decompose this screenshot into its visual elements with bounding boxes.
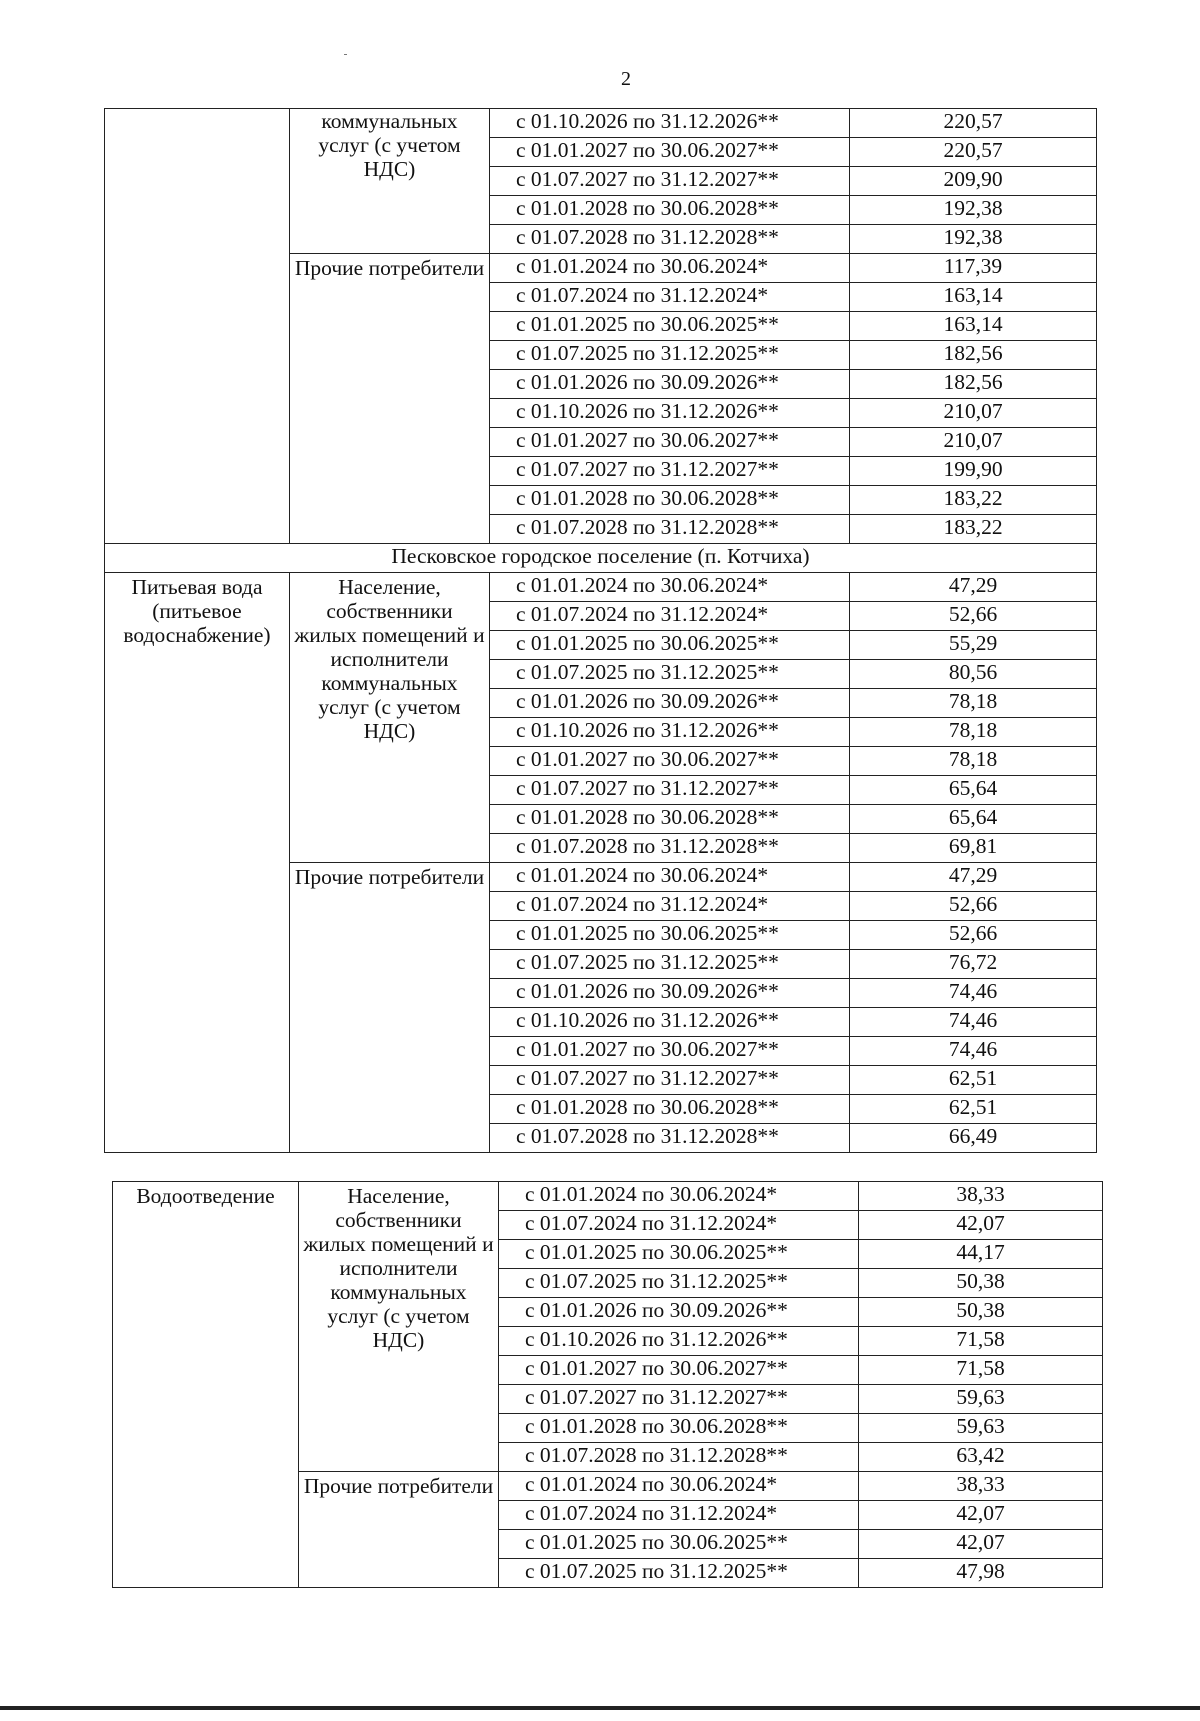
tariff-period-cell: с 01.10.2026 по 31.12.2026**: [490, 399, 850, 428]
tariff-table-body: [113, 1182, 1103, 1588]
tariff-period-cell: с 01.07.2028 по 31.12.2028**: [490, 834, 850, 863]
tariff-period-cell: с 01.01.2025 по 30.06.2025**: [490, 631, 850, 660]
consumer-group-cell: Население, собственники жилых помещений и исполнители коммунальных услуг (с учетом НДС): [290, 573, 490, 863]
tariff-value-cell: 47,98: [859, 1559, 1103, 1588]
tariff-period-cell: с 01.07.2025 по 31.12.2025**: [499, 1559, 859, 1588]
consumer-group-cell: Прочие потребители: [299, 1472, 499, 1588]
tariff-value-cell: 59,63: [859, 1385, 1103, 1414]
tariff-period-cell: с 01.01.2026 по 30.09.2026**: [499, 1298, 859, 1327]
tariff-period-cell: с 01.01.2028 по 30.06.2028**: [490, 1095, 850, 1124]
tariff-value-cell: 210,07: [850, 428, 1097, 457]
settlement-row: [105, 544, 1097, 573]
tariff-value-cell: 44,17: [859, 1240, 1103, 1269]
tariff-value-cell: 74,46: [850, 1037, 1097, 1066]
tariff-period-cell: с 01.10.2026 по 31.12.2026**: [490, 1008, 850, 1037]
tariff-period-cell: с 01.01.2028 по 30.06.2028**: [499, 1414, 859, 1443]
tariff-value-cell: 210,07: [850, 399, 1097, 428]
tariff-period-cell: с 01.07.2027 по 31.12.2027**: [490, 457, 850, 486]
consumer-group-cell: Население, собственники жилых помещений и исполнители коммунальных услуг (с учетом НДС): [299, 1182, 499, 1472]
tariff-value-cell: 65,64: [850, 805, 1097, 834]
tariff-period-cell: с 01.01.2027 по 30.06.2027**: [490, 1037, 850, 1066]
tariff-value-cell: 42,07: [859, 1501, 1103, 1530]
tariff-period-cell: с 01.01.2025 по 30.06.2025**: [499, 1240, 859, 1269]
tariff-value-cell: 192,38: [850, 225, 1097, 254]
tariff-period-cell: с 01.07.2027 по 31.12.2027**: [499, 1385, 859, 1414]
tariff-value-cell: 55,29: [850, 631, 1097, 660]
tariff-period-cell: с 01.07.2025 по 31.12.2025**: [490, 950, 850, 979]
tariff-value-cell: 209,90: [850, 167, 1097, 196]
tariff-period-cell: с 01.01.2024 по 30.06.2024*: [499, 1472, 859, 1501]
tariff-value-cell: 163,14: [850, 312, 1097, 341]
tariff-period-cell: с 01.07.2027 по 31.12.2027**: [490, 167, 850, 196]
tariff-period-cell: с 01.10.2026 по 31.12.2026**: [490, 109, 850, 138]
tariff-period-cell: с 01.10.2026 по 31.12.2026**: [490, 718, 850, 747]
tariff-value-cell: 183,22: [850, 486, 1097, 515]
table-row: [105, 573, 1097, 602]
tariff-value-cell: 199,90: [850, 457, 1097, 486]
tariff-value-cell: 47,29: [850, 573, 1097, 602]
tariff-value-cell: 76,72: [850, 950, 1097, 979]
tariff-value-cell: 183,22: [850, 515, 1097, 544]
tariff-period-cell: с 01.01.2026 по 30.09.2026**: [490, 979, 850, 1008]
tariff-value-cell: 220,57: [850, 109, 1097, 138]
tariff-value-cell: 52,66: [850, 921, 1097, 950]
tariff-period-cell: с 01.07.2024 по 31.12.2024*: [490, 602, 850, 631]
tariff-period-cell: с 01.07.2024 по 31.12.2024*: [499, 1501, 859, 1530]
tariff-period-cell: с 01.07.2028 по 31.12.2028**: [499, 1443, 859, 1472]
tariff-period-cell: с 01.01.2026 по 30.09.2026**: [490, 689, 850, 718]
tariff-value-cell: 80,56: [850, 660, 1097, 689]
tariff-value-cell: 71,58: [859, 1356, 1103, 1385]
tariff-value-cell: 78,18: [850, 718, 1097, 747]
tariff-table-body: [105, 109, 1097, 1153]
tariff-value-cell: 182,56: [850, 370, 1097, 399]
tariff-period-cell: с 01.01.2028 по 30.06.2028**: [490, 486, 850, 515]
tariff-table-part-1: [104, 108, 1097, 1153]
tariff-value-cell: 59,63: [859, 1414, 1103, 1443]
tariff-value-cell: 78,18: [850, 747, 1097, 776]
tariff-period-cell: с 01.07.2025 по 31.12.2025**: [490, 341, 850, 370]
tariff-value-cell: 192,38: [850, 196, 1097, 225]
tariff-period-cell: с 01.01.2024 по 30.06.2024*: [490, 863, 850, 892]
tariff-period-cell: с 01.07.2027 по 31.12.2027**: [490, 776, 850, 805]
tariff-value-cell: 74,46: [850, 1008, 1097, 1037]
tariff-value-cell: 38,33: [859, 1182, 1103, 1211]
tariff-period-cell: с 01.01.2025 по 30.06.2025**: [490, 312, 850, 341]
tariff-period-cell: с 01.07.2024 по 31.12.2024*: [499, 1211, 859, 1240]
tariff-value-cell: 42,07: [859, 1211, 1103, 1240]
tariff-value-cell: 65,64: [850, 776, 1097, 805]
tariff-value-cell: 66,49: [850, 1124, 1097, 1153]
tariff-period-cell: с 01.07.2028 по 31.12.2028**: [490, 225, 850, 254]
tariff-period-cell: с 01.01.2025 по 30.06.2025**: [490, 921, 850, 950]
tariff-value-cell: 78,18: [850, 689, 1097, 718]
tariff-value-cell: 71,58: [859, 1327, 1103, 1356]
tariff-period-cell: с 01.07.2028 по 31.12.2028**: [490, 1124, 850, 1153]
tariff-period-cell: с 01.01.2027 по 30.06.2027**: [490, 138, 850, 167]
service-type-cell: Водоотведение: [113, 1182, 299, 1588]
consumer-group-cell: коммунальных услуг (с учетом НДС): [290, 109, 490, 254]
tariff-period-cell: с 01.10.2026 по 31.12.2026**: [499, 1327, 859, 1356]
page-number: 2: [621, 68, 631, 90]
tariff-period-cell: с 01.01.2024 по 30.06.2024*: [490, 573, 850, 602]
tariff-period-cell: с 01.01.2024 по 30.06.2024*: [499, 1182, 859, 1211]
consumer-group-cell: Прочие потребители: [290, 863, 490, 1153]
tariff-value-cell: 62,51: [850, 1066, 1097, 1095]
tariff-value-cell: 38,33: [859, 1472, 1103, 1501]
tariff-value-cell: 220,57: [850, 138, 1097, 167]
service-type-cell: Питьевая вода (питьевое водоснабжение): [105, 573, 290, 1153]
tariff-value-cell: 117,39: [850, 254, 1097, 283]
tariff-table-part-2: [112, 1181, 1103, 1588]
tariff-value-cell: 52,66: [850, 892, 1097, 921]
tariff-period-cell: с 01.01.2025 по 30.06.2025**: [499, 1530, 859, 1559]
tariff-value-cell: 74,46: [850, 979, 1097, 1008]
tariff-period-cell: с 01.01.2028 по 30.06.2028**: [490, 196, 850, 225]
tariff-period-cell: с 01.07.2024 по 31.12.2024*: [490, 283, 850, 312]
page-bottom-rule: [0, 1706, 1200, 1710]
tariff-value-cell: 69,81: [850, 834, 1097, 863]
tariff-period-cell: с 01.07.2024 по 31.12.2024*: [490, 892, 850, 921]
tariff-value-cell: 50,38: [859, 1298, 1103, 1327]
tariff-period-cell: с 01.01.2027 по 30.06.2027**: [499, 1356, 859, 1385]
tariff-period-cell: с 01.01.2027 по 30.06.2027**: [490, 747, 850, 776]
tariff-value-cell: 50,38: [859, 1269, 1103, 1298]
table-row: [113, 1182, 1103, 1211]
table-row: [105, 109, 1097, 138]
tariff-period-cell: с 01.07.2027 по 31.12.2027**: [490, 1066, 850, 1095]
tariff-value-cell: 163,14: [850, 283, 1097, 312]
scan-speck: [344, 54, 347, 55]
tariff-period-cell: с 01.07.2025 по 31.12.2025**: [499, 1269, 859, 1298]
tariff-value-cell: 62,51: [850, 1095, 1097, 1124]
tariff-period-cell: с 01.01.2027 по 30.06.2027**: [490, 428, 850, 457]
settlement-heading: Песковское городское поселение (п. Котчиха): [105, 544, 1097, 573]
tariff-value-cell: 63,42: [859, 1443, 1103, 1472]
consumer-group-cell: Прочие потребители: [290, 254, 490, 544]
tariff-period-cell: с 01.01.2028 по 30.06.2028**: [490, 805, 850, 834]
tariff-value-cell: 52,66: [850, 602, 1097, 631]
tariff-value-cell: 182,56: [850, 341, 1097, 370]
tariff-value-cell: 42,07: [859, 1530, 1103, 1559]
tariff-period-cell: с 01.07.2028 по 31.12.2028**: [490, 515, 850, 544]
tariff-period-cell: с 01.01.2026 по 30.09.2026**: [490, 370, 850, 399]
tariff-period-cell: с 01.07.2025 по 31.12.2025**: [490, 660, 850, 689]
service-type-cell: [105, 109, 290, 544]
tariff-value-cell: 47,29: [850, 863, 1097, 892]
tariff-period-cell: с 01.01.2024 по 30.06.2024*: [490, 254, 850, 283]
